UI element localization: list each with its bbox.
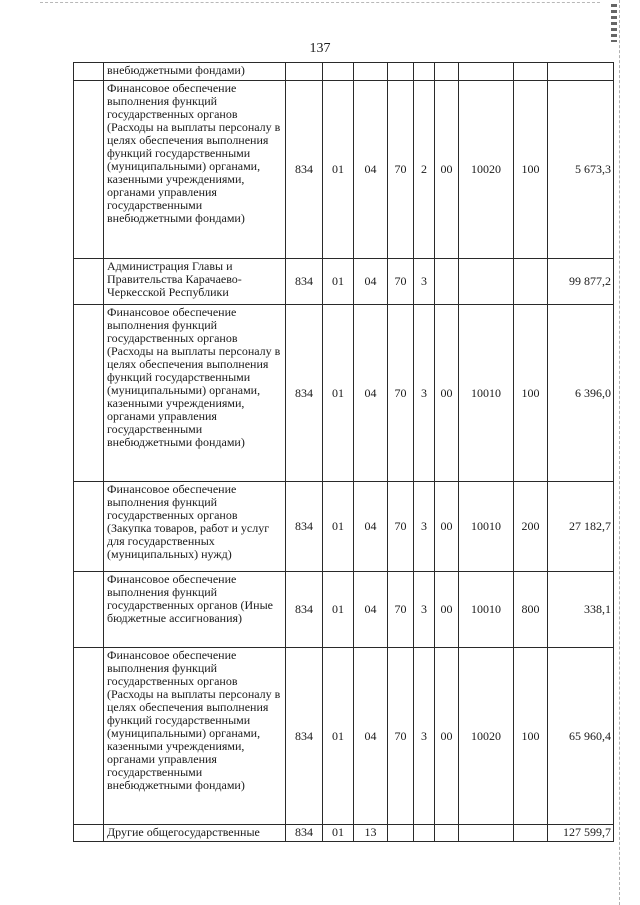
code-expense-type <box>514 259 548 305</box>
left-margin-cell <box>74 259 104 305</box>
code-subprogram <box>414 63 435 81</box>
code-ministry: 834 <box>286 81 323 259</box>
code-ministry: 834 <box>286 572 323 648</box>
code-subsection: 04 <box>354 648 388 825</box>
amount: 27 182,7 <box>548 482 614 572</box>
scan-right-edge <box>619 0 621 905</box>
left-margin-cell <box>74 81 104 259</box>
code-direction <box>459 63 514 81</box>
code-direction: 10010 <box>459 305 514 482</box>
row-name: Другие общегосударственные <box>104 825 286 842</box>
code-main-event <box>435 825 459 842</box>
left-margin-cell <box>74 572 104 648</box>
code-program: 70 <box>388 81 414 259</box>
table-row <box>74 825 614 842</box>
code-section: 01 <box>323 572 354 648</box>
code-subsection: 04 <box>354 572 388 648</box>
amount <box>548 63 614 81</box>
code-subsection: 04 <box>354 305 388 482</box>
code-program <box>388 63 414 81</box>
code-ministry: 834 <box>286 305 323 482</box>
code-expense-type: 100 <box>514 648 548 825</box>
code-subprogram: 3 <box>414 482 435 572</box>
amount: 338,1 <box>548 572 614 648</box>
code-section: 01 <box>323 648 354 825</box>
scan-edge-mark <box>611 4 617 42</box>
code-direction: 10020 <box>459 648 514 825</box>
code-section: 01 <box>323 259 354 305</box>
code-main-event: 00 <box>435 648 459 825</box>
table-row <box>74 648 614 825</box>
page-number: 137 <box>309 41 331 56</box>
code-expense-type: 100 <box>514 305 548 482</box>
code-main-event <box>435 259 459 305</box>
left-margin-cell <box>74 648 104 825</box>
code-ministry: 834 <box>286 482 323 572</box>
code-direction <box>459 825 514 842</box>
table-row <box>74 63 614 81</box>
code-main-event: 00 <box>435 482 459 572</box>
code-subprogram: 3 <box>414 648 435 825</box>
code-direction: 10010 <box>459 482 514 572</box>
code-program: 70 <box>388 259 414 305</box>
code-section <box>323 63 354 81</box>
row-name: Финансовое обеспечение выполнения функций государственных органов (Расходы на выплаты персоналу в целях обеспечения выполнения функций государственными (муниципальными) органами, казенными учреждениями, органами управления государственными внебюджетными фондами) <box>104 648 286 825</box>
code-subsection: 04 <box>354 259 388 305</box>
code-expense-type <box>514 825 548 842</box>
code-subsection <box>354 63 388 81</box>
code-direction: 10020 <box>459 81 514 259</box>
table-row <box>74 482 614 572</box>
left-margin-cell <box>74 825 104 842</box>
code-program: 70 <box>388 305 414 482</box>
table-row <box>74 305 614 482</box>
budget-table <box>73 62 614 842</box>
amount: 99 877,2 <box>548 259 614 305</box>
code-section: 01 <box>323 825 354 842</box>
code-expense-type: 200 <box>514 482 548 572</box>
row-name: Финансовое обеспечение выполнения функций государственных органов (Расходы на выплаты персоналу в целях обеспечения выполнения функций государственными (муниципальными) органами, казенными учреждениями, органами управления государственными внебюджетными фондами) <box>104 305 286 482</box>
row-name: внебюджетными фондами) <box>104 63 286 81</box>
row-name: Администрация Главы и Правительства Карачаево-Черкесской Республики <box>104 259 286 305</box>
code-subprogram: 3 <box>414 259 435 305</box>
code-subprogram <box>414 825 435 842</box>
code-subprogram: 3 <box>414 572 435 648</box>
code-ministry <box>286 63 323 81</box>
code-ministry: 834 <box>286 825 323 842</box>
code-main-event: 00 <box>435 572 459 648</box>
table-row <box>74 259 614 305</box>
amount: 65 960,4 <box>548 648 614 825</box>
code-program <box>388 825 414 842</box>
code-main-event <box>435 63 459 81</box>
code-direction <box>459 259 514 305</box>
code-program: 70 <box>388 648 414 825</box>
row-name: Финансовое обеспечение выполнения функций государственных органов (Иные бюджетные ассигнования) <box>104 572 286 648</box>
code-subsection: 04 <box>354 81 388 259</box>
code-expense-type <box>514 63 548 81</box>
row-name: Финансовое обеспечение выполнения функций государственных органов (Закупка товаров, работ и услуг для государственных (муниципальных) нужд) <box>104 482 286 572</box>
table-row <box>74 81 614 259</box>
code-subsection: 04 <box>354 482 388 572</box>
code-subprogram: 3 <box>414 305 435 482</box>
amount: 127 599,7 <box>548 825 614 842</box>
code-subsection: 13 <box>354 825 388 842</box>
code-direction: 10010 <box>459 572 514 648</box>
table-row <box>74 572 614 648</box>
amount: 5 673,3 <box>548 81 614 259</box>
row-name: Финансовое обеспечение выполнения функций государственных органов (Расходы на выплаты персоналу в целях обеспечения выполнения функций государственными (муниципальными) органами, казенными учреждениями, органами управления государственными внебюджетными фондами) <box>104 81 286 259</box>
code-program: 70 <box>388 482 414 572</box>
left-margin-cell <box>74 63 104 81</box>
code-main-event: 00 <box>435 305 459 482</box>
code-section: 01 <box>323 305 354 482</box>
left-margin-cell <box>74 482 104 572</box>
amount: 6 396,0 <box>548 305 614 482</box>
code-ministry: 834 <box>286 259 323 305</box>
scan-top-edge <box>40 2 600 4</box>
code-expense-type: 100 <box>514 81 548 259</box>
code-main-event: 00 <box>435 81 459 259</box>
code-expense-type: 800 <box>514 572 548 648</box>
code-program: 70 <box>388 572 414 648</box>
code-section: 01 <box>323 81 354 259</box>
left-margin-cell <box>74 305 104 482</box>
code-section: 01 <box>323 482 354 572</box>
code-subprogram: 2 <box>414 81 435 259</box>
code-ministry: 834 <box>286 648 323 825</box>
